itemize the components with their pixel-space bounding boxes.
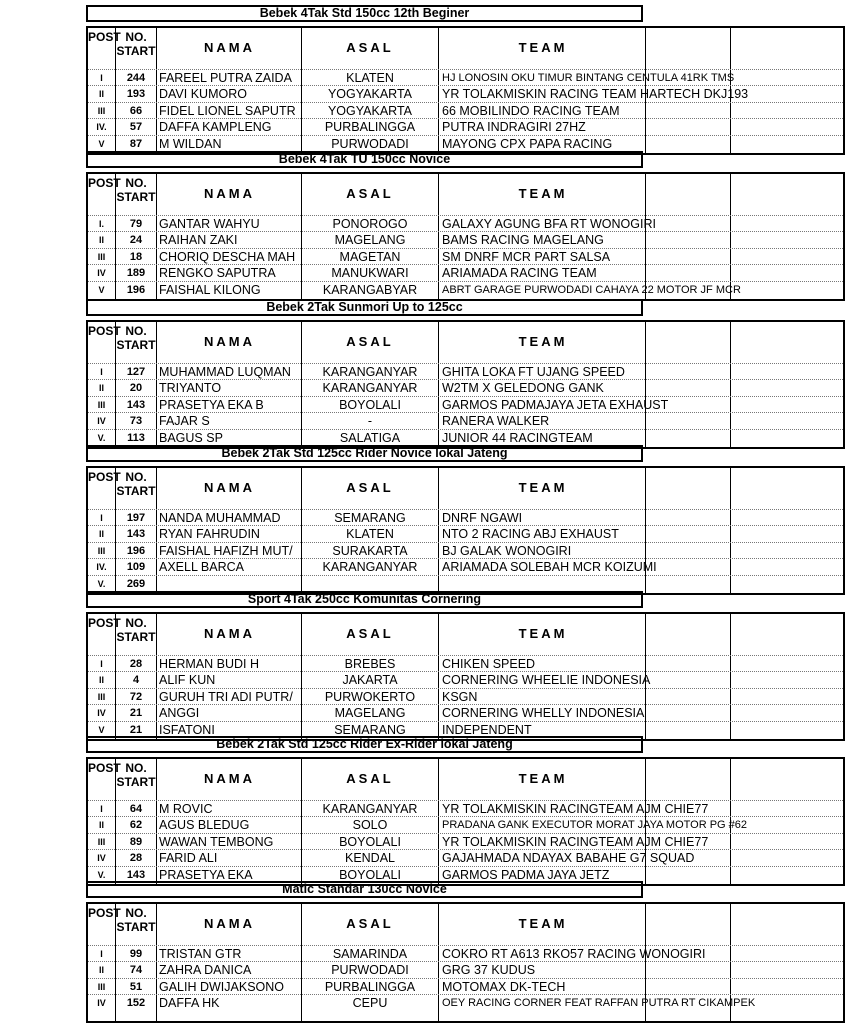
table-row — [88, 85, 843, 101]
rider-name-cell: FARID ALI — [159, 851, 218, 866]
table-body — [88, 69, 843, 151]
origin-cell: KARANGANYAR — [322, 802, 418, 816]
position-cell: IV — [97, 998, 106, 1009]
header-no-start: NO. START — [116, 761, 156, 789]
start-number-cell: 24 — [129, 234, 143, 247]
table-row — [88, 248, 843, 264]
origin-cell: KARANGANYAR — [322, 365, 418, 379]
table-row — [88, 978, 843, 994]
start-number-cell: 57 — [129, 121, 143, 134]
position-cell: I — [100, 73, 103, 83]
race-class-title: Bebek 4Tak Std 150cc 12th Beginer — [86, 5, 643, 22]
position-cell: I — [100, 804, 103, 814]
team-cell: PRADANA GANK EXECUTOR MORAT JAYA MOTOR PG #62 — [442, 819, 748, 832]
table-row — [88, 945, 843, 961]
rider-name-cell: M WILDAN — [159, 136, 222, 151]
header-pos: POST — [88, 470, 121, 484]
start-number-cell: 28 — [129, 852, 143, 865]
origin-cell: SAMARINDA — [332, 947, 408, 961]
rider-name-cell: PRASETYA EKA — [159, 867, 253, 882]
origin-cell: PURBALINGGA — [324, 120, 416, 135]
team-cell: ARIAMADA RACING TEAM — [442, 266, 597, 281]
race-class-title: Bebek 4Tak TU 150cc Novice — [86, 151, 643, 168]
start-number-cell: 74 — [129, 964, 143, 977]
table-row — [88, 102, 843, 118]
position-cell: II — [98, 820, 104, 831]
rider-name-cell: GANTAR WAHYU — [159, 217, 260, 231]
header-asal: ASAL — [346, 40, 394, 55]
team-cell: YR TOLAKMISKIN RACING TEAM HARTECH DKJ193 — [442, 87, 749, 102]
rider-name-cell: RYAN FAHRUDIN — [159, 527, 260, 542]
rider-name-cell: PRASETYA EKA B — [159, 397, 264, 412]
header-team: TEAM — [518, 40, 568, 55]
table-row — [88, 412, 843, 428]
origin-cell: BOYOLALI — [339, 867, 401, 882]
results-table — [86, 26, 845, 155]
start-number-cell: 113 — [127, 431, 145, 444]
start-number-cell: 197 — [126, 512, 146, 524]
position-cell: III — [97, 691, 106, 702]
origin-cell: BREBES — [344, 657, 396, 671]
team-cell: GHITA LOKA FT UJANG SPEED — [442, 365, 625, 379]
team-cell: NTO 2 RACING ABJ EXHAUST — [442, 527, 619, 542]
team-cell — [442, 576, 845, 592]
position-cell: V. — [97, 869, 106, 880]
results-table — [86, 757, 845, 886]
position-cell: V — [98, 284, 105, 295]
rider-name-cell: WAWAN TEMBONG — [159, 834, 274, 849]
header-asal: ASAL — [346, 626, 394, 641]
start-number-cell: 143 — [126, 528, 146, 541]
header-no-start: NO. START — [116, 616, 156, 644]
team-cell: PUTRA INDRAGIRI 27HZ — [442, 120, 586, 135]
position-cell: II — [98, 529, 104, 540]
header-no-start: NO. START — [116, 30, 156, 58]
start-number-cell: 143 — [126, 868, 146, 881]
origin-cell: YOGYAKARTA — [327, 87, 413, 102]
position-cell: II — [98, 965, 104, 976]
origin-cell: SEMARANG — [334, 511, 406, 525]
team-cell: HJ LONOSIN OKU TIMUR BINTANG CENTULA 41RK TMS — [442, 72, 735, 84]
origin-cell: PURWODADI — [331, 963, 409, 978]
start-number-cell: 89 — [129, 835, 143, 848]
race-class-title: Sport 4Tak 250cc Komunitas Cornering — [86, 591, 643, 608]
position-cell: III — [97, 836, 106, 847]
table-row — [88, 688, 843, 704]
team-cell: BAMS RACING MAGELANG — [442, 233, 604, 248]
start-number-cell: 269 — [126, 577, 146, 590]
table-body — [88, 215, 843, 297]
table-header — [88, 28, 843, 68]
rider-name-cell: ANGGI — [159, 706, 200, 721]
team-cell: W2TM X GELEDONG GANK — [442, 381, 604, 396]
team-cell: GAJAHMADA NDAYAX BABAHE G7 SQUAD — [442, 851, 695, 866]
start-number-cell: 87 — [129, 137, 143, 150]
header-pos: POST — [88, 324, 121, 338]
results-table — [86, 902, 845, 1023]
rider-name-cell: ISFATONI — [159, 722, 215, 737]
team-cell: GARMOS PADMAJAYA JETA EXHAUST — [442, 397, 669, 412]
position-cell: V. — [97, 432, 106, 443]
team-cell: YR TOLAKMISKIN RACINGTEAM AJM CHIE77 — [442, 834, 709, 849]
rider-name-cell: FAJAR S — [159, 414, 210, 429]
origin-cell: SOLO — [352, 818, 388, 833]
position-cell: II — [98, 235, 104, 246]
origin-cell: PONOROGO — [332, 217, 408, 231]
team-cell: RANERA WALKER — [442, 414, 550, 429]
table-body — [88, 800, 843, 882]
position-cell: I — [100, 659, 103, 669]
team-cell: YR TOLAKMISKIN RACINGTEAM AJM CHIE77 — [442, 802, 709, 816]
start-number-cell: 21 — [129, 723, 143, 736]
origin-cell: YOGYAKARTA — [327, 103, 413, 118]
table-body — [88, 945, 843, 1011]
table-row — [88, 866, 843, 882]
start-number-cell: 21 — [129, 707, 143, 720]
table-header — [88, 174, 843, 214]
header-no-start: NO. START — [116, 906, 156, 934]
table-row — [88, 118, 843, 134]
table-row — [88, 215, 843, 231]
start-number-cell: 64 — [129, 803, 143, 815]
rider-name-cell: FIDEL LIONEL SAPUTR — [159, 103, 296, 118]
rider-name-cell: CHORIQ DESCHA MAH — [159, 249, 296, 264]
table-row — [88, 816, 843, 832]
team-cell: JUNIOR 44 RACINGTEAM — [442, 430, 593, 445]
start-number-cell: 244 — [126, 72, 146, 84]
table-row — [88, 704, 843, 720]
position-cell: V — [98, 138, 105, 149]
start-number-cell: 66 — [129, 104, 143, 117]
table-row — [88, 429, 843, 445]
team-cell: OEY RACING CORNER FEAT RAFFAN PUTRA RT CIKAMPEK — [442, 997, 756, 1010]
table-row — [88, 721, 843, 737]
start-number-cell: 109 — [126, 561, 146, 574]
header-pos: POST — [88, 906, 121, 920]
results-table — [86, 172, 845, 301]
results-table — [86, 466, 845, 595]
table-row — [88, 281, 843, 297]
team-cell: KSGN — [442, 689, 478, 704]
header-asal: ASAL — [346, 771, 394, 786]
rider-name-cell: FAISHAL KILONG — [159, 282, 261, 297]
position-cell: V. — [97, 578, 106, 589]
origin-cell: SURAKARTA — [332, 543, 408, 558]
header-nama: NAMA — [204, 916, 255, 931]
table-row — [88, 542, 843, 558]
rider-name-cell: DAFFA KAMPLENG — [159, 120, 272, 135]
position-cell: III — [97, 981, 106, 992]
position-cell: IV — [97, 268, 106, 279]
rider-name-cell: ALIF KUN — [159, 673, 216, 688]
table-header — [88, 759, 843, 799]
position-cell: II — [98, 383, 104, 394]
rider-name-cell: TRISTAN GTR — [159, 947, 242, 961]
race-class-title: Bebek 2Tak Std 125cc Rider Ex-Rider lokal Jateng — [86, 736, 643, 753]
header-asal: ASAL — [346, 916, 394, 931]
team-cell: GRG 37 KUDUS — [442, 963, 536, 978]
rider-name-cell: HERMAN BUDI H — [159, 657, 260, 671]
origin-cell: BOYOLALI — [339, 397, 401, 412]
rider-name-cell: NANDA MUHAMMAD — [159, 511, 281, 525]
table-header — [88, 322, 843, 362]
header-no-start: NO. START — [116, 176, 156, 204]
table-header — [88, 614, 843, 654]
origin-cell: MAGELANG — [334, 706, 406, 721]
start-number-cell: 51 — [129, 980, 143, 993]
team-cell: 66 MOBILINDO RACING TEAM — [442, 103, 620, 118]
table-body — [88, 655, 843, 737]
table-row — [88, 994, 843, 1010]
header-nama: NAMA — [204, 771, 255, 786]
team-cell: CORNERING WHEELIE INDONESIA — [442, 673, 651, 688]
table-row — [88, 833, 843, 849]
table-row — [88, 396, 843, 412]
header-nama: NAMA — [204, 40, 255, 55]
table-row — [88, 264, 843, 280]
rider-name-cell: DAFFA HK — [159, 996, 220, 1011]
start-number-cell: 18 — [129, 250, 143, 263]
start-number-cell: 143 — [126, 398, 146, 411]
table-row — [88, 800, 843, 816]
origin-cell: PURBALINGGA — [324, 979, 416, 994]
start-number-cell: 127 — [126, 366, 146, 378]
rider-name-cell: FAREEL PUTRA ZAIDA — [159, 71, 292, 85]
position-cell: II — [98, 89, 104, 100]
header-team: TEAM — [518, 626, 568, 641]
start-number-cell: 189 — [126, 267, 146, 280]
team-cell: CHIKEN SPEED — [442, 657, 536, 671]
team-cell: SM DNRF MCR PART SALSA — [442, 249, 611, 264]
table-row — [88, 231, 843, 247]
team-cell: MOTOMAX DK-TECH — [442, 979, 566, 994]
position-cell: IV — [97, 708, 106, 719]
header-team: TEAM — [518, 771, 568, 786]
rider-name-cell: AGUS BLEDUG — [159, 818, 250, 833]
table-row — [88, 671, 843, 687]
rider-name-cell: DAVI KUMORO — [159, 87, 247, 102]
table-row — [88, 363, 843, 379]
team-cell: BJ GALAK WONOGIRI — [442, 543, 572, 558]
team-cell: GALAXY AGUNG BFA RT WONOGIRI — [442, 217, 656, 231]
position-cell: III — [97, 545, 106, 556]
table-row — [88, 135, 843, 151]
table-body — [88, 509, 843, 591]
header-asal: ASAL — [346, 334, 394, 349]
header-team: TEAM — [518, 916, 568, 931]
table-row — [88, 379, 843, 395]
origin-cell: BOYOLALI — [339, 834, 401, 849]
table-row — [88, 849, 843, 865]
origin-cell: - — [367, 414, 373, 429]
header-no-start: NO. START — [116, 324, 156, 352]
position-cell: I — [100, 949, 103, 959]
table-row — [88, 961, 843, 977]
position-cell: III — [97, 105, 106, 116]
position-cell: I — [100, 513, 103, 523]
position-cell: I. — [98, 219, 104, 229]
position-cell: V — [98, 724, 105, 735]
origin-cell: KARANGANYAR — [322, 381, 418, 396]
team-cell: ARIAMADA SOLEBAH MCR KOIZUMI — [442, 560, 657, 575]
start-number-cell: 28 — [129, 658, 143, 670]
rider-name-cell: MUHAMMAD LUQMAN — [159, 365, 291, 379]
start-number-cell: 62 — [129, 819, 143, 832]
position-cell: I — [100, 367, 103, 377]
origin-cell: KLATEN — [346, 527, 394, 542]
table-body — [88, 363, 843, 445]
rider-name-cell: TRIYANTO — [159, 381, 222, 396]
start-number-cell: 99 — [129, 948, 143, 960]
race-class-title: Matic Standar 130cc Novice — [86, 881, 643, 898]
header-nama: NAMA — [204, 334, 255, 349]
header-nama: NAMA — [204, 626, 255, 641]
position-cell: IV — [97, 853, 106, 864]
origin-cell: PURWODADI — [331, 136, 409, 151]
rider-name-cell: GURUH TRI ADI PUTR/ — [159, 689, 293, 704]
position-cell: III — [97, 399, 106, 410]
table-row — [88, 558, 843, 574]
rider-name-cell: FAISHAL HAFIZH MUT/ — [159, 543, 293, 558]
start-number-cell: 4 — [132, 674, 140, 687]
results-table — [86, 320, 845, 449]
origin-cell: SEMARANG — [334, 722, 406, 737]
origin-cell: PURWOKERTO — [324, 689, 416, 704]
header-pos: POST — [88, 616, 121, 630]
team-cell: ABRT GARAGE PURWODADI CAHAYA 22 MOTOR JF MCR — [442, 283, 741, 296]
header-team: TEAM — [518, 334, 568, 349]
start-number-cell: 193 — [126, 88, 146, 101]
rider-name-cell: GALIH DWIJAKSONO — [159, 979, 285, 994]
team-cell: COKRO RT A613 RKO57 RACING WONOGIRI — [442, 947, 706, 961]
table-row — [88, 525, 843, 541]
origin-cell: MAGETAN — [339, 249, 401, 264]
start-number-cell: 196 — [126, 544, 146, 557]
origin-cell: CEPU — [352, 996, 388, 1011]
header-asal: ASAL — [346, 480, 394, 495]
team-cell: GARMOS PADMA JAYA JETZ — [442, 867, 610, 882]
rider-name-cell — [159, 576, 300, 592]
rider-name-cell: RAIHAN ZAKI — [159, 233, 238, 248]
start-number-cell: 79 — [129, 218, 143, 230]
rider-name-cell: AXELL BARCA — [159, 560, 244, 575]
position-cell: III — [97, 251, 106, 262]
start-number-cell: 20 — [129, 382, 143, 395]
start-number-cell: 73 — [129, 415, 143, 428]
team-cell: INDEPENDENT — [442, 722, 532, 737]
start-number-cell: 196 — [126, 283, 146, 296]
rider-name-cell: M ROVIC — [159, 802, 213, 816]
start-number-cell: 72 — [129, 690, 143, 703]
header-nama: NAMA — [204, 480, 255, 495]
rider-name-cell: RENGKO SAPUTRA — [159, 266, 276, 281]
origin-cell — [302, 576, 438, 592]
table-row — [88, 655, 843, 671]
race-class-title: Bebek 2Tak Std 125cc Rider Novice lokal Jateng — [86, 445, 643, 462]
origin-cell: SALATIGA — [339, 430, 401, 445]
table-row — [88, 575, 843, 591]
rider-name-cell: ZAHRA DANICA — [159, 963, 252, 978]
header-nama: NAMA — [204, 186, 255, 201]
origin-cell: KARANGANYAR — [322, 560, 418, 575]
origin-cell: MANUKWARI — [331, 266, 409, 281]
origin-cell: KENDAL — [344, 851, 396, 866]
table-header — [88, 904, 843, 944]
results-table — [86, 612, 845, 741]
start-number-cell: 152 — [126, 997, 146, 1010]
origin-cell: MAGELANG — [334, 233, 406, 248]
team-cell: DNRF NGAWI — [442, 511, 523, 525]
origin-cell: KARANGABYAR — [322, 282, 418, 297]
header-pos: POST — [88, 761, 121, 775]
table-header — [88, 468, 843, 508]
origin-cell: KLATEN — [346, 71, 394, 85]
position-cell: IV. — [96, 562, 107, 573]
table-row — [88, 69, 843, 85]
header-team: TEAM — [518, 480, 568, 495]
header-asal: ASAL — [346, 186, 394, 201]
table-row — [88, 509, 843, 525]
header-no-start: NO. START — [116, 470, 156, 498]
position-cell: II — [98, 675, 104, 686]
header-team: TEAM — [518, 186, 568, 201]
rider-name-cell: BAGUS SP — [159, 430, 223, 445]
header-pos: POST — [88, 30, 121, 44]
team-cell: CORNERING WHELLY INDONESIA — [442, 706, 645, 721]
race-class-title: Bebek 2Tak Sunmori Up to 125cc — [86, 299, 643, 316]
position-cell: IV — [97, 416, 106, 427]
team-cell: MAYONG CPX PAPA RACING — [442, 136, 613, 151]
header-pos: POST — [88, 176, 121, 190]
position-cell: IV. — [96, 122, 107, 133]
origin-cell: JAKARTA — [342, 673, 398, 688]
